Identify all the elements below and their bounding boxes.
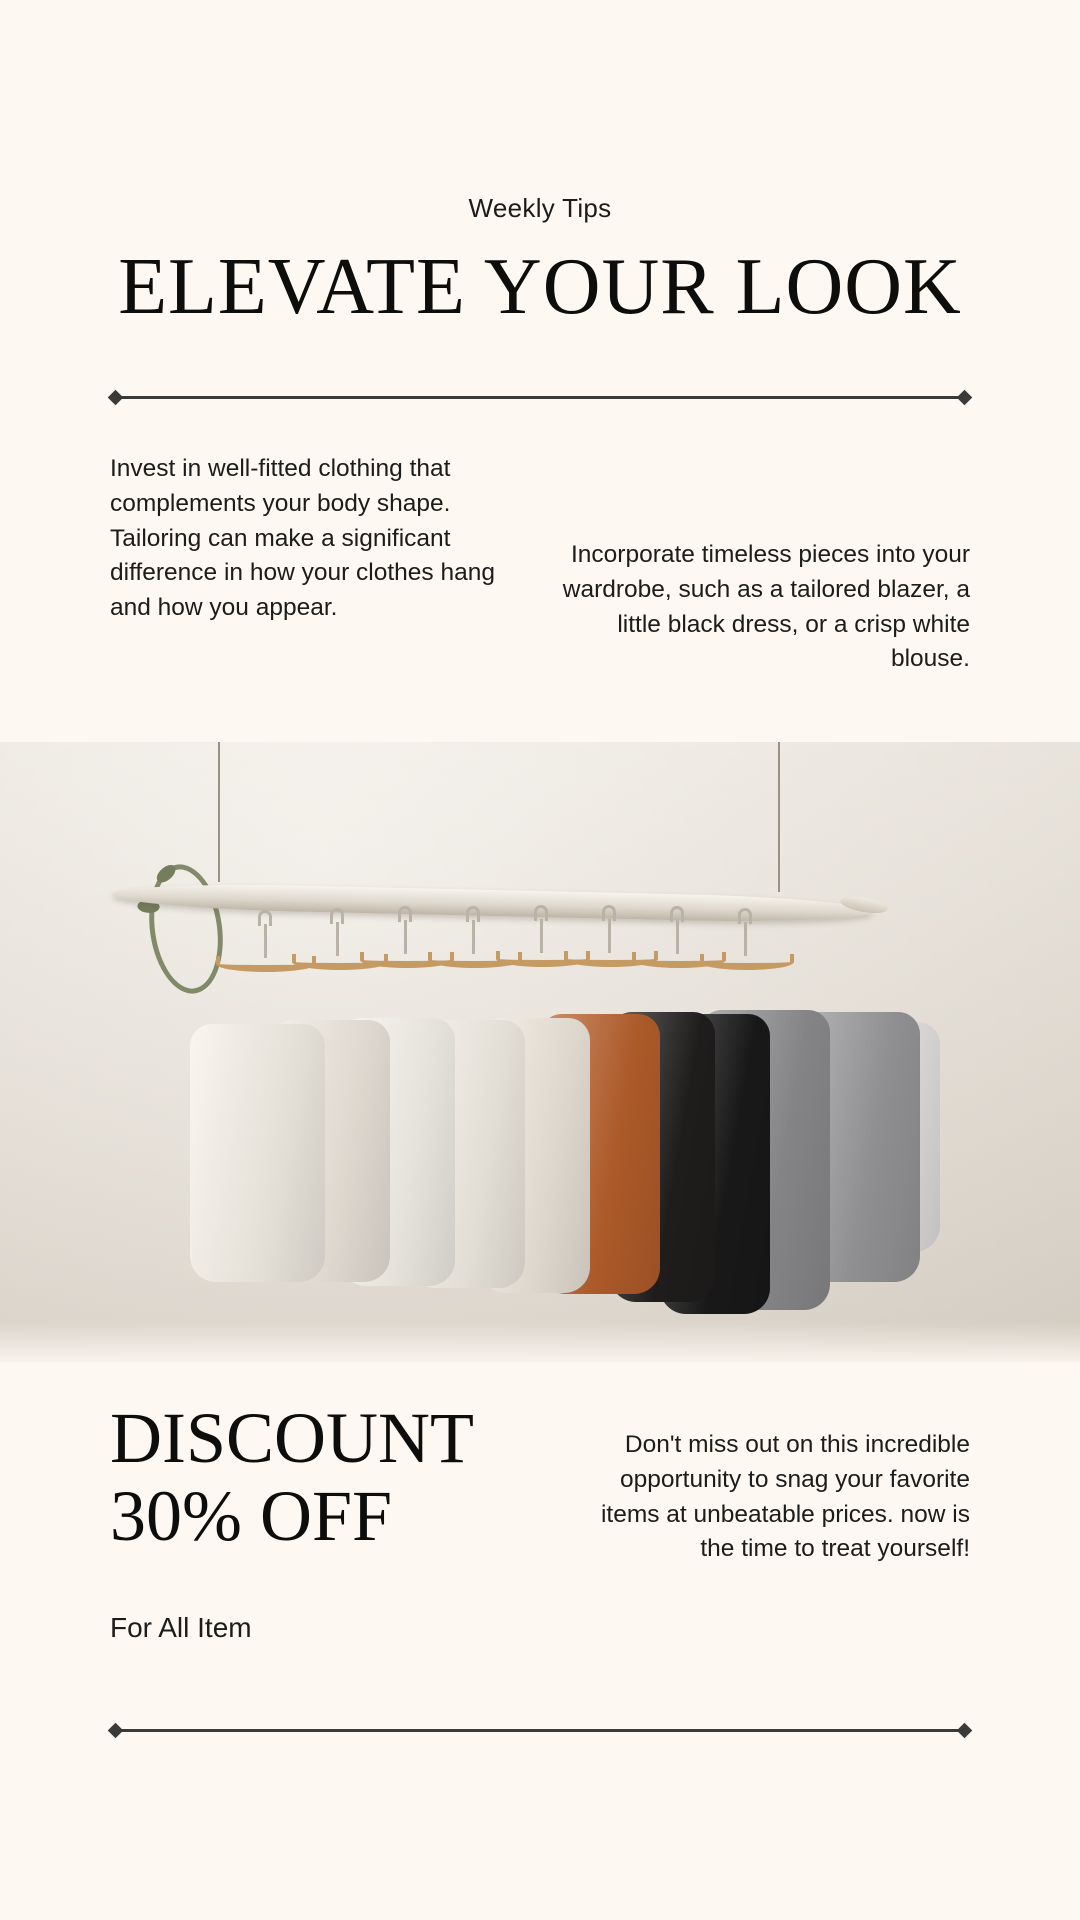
photo-bottom-fade [0, 1322, 1080, 1362]
hanger-stem [264, 924, 267, 958]
garment-rack [0, 902, 1080, 1362]
discount-heading [110, 1400, 540, 1556]
hanger-stem [744, 922, 747, 956]
hanger-stem [404, 920, 407, 954]
diamond-icon-right [957, 1723, 973, 1739]
divider-bottom [110, 1723, 970, 1737]
hanging-cord-right [778, 742, 780, 892]
hanger-stem [472, 920, 475, 954]
hanger-shoulder [700, 954, 794, 970]
promo-paragraph: Don't miss out on this incredible opportunity to snag your favorite items at unbeatable prices. now is the time to treat yourself! [600, 1431, 970, 1563]
divider-line [117, 396, 963, 399]
divider-top [110, 390, 970, 404]
garment-item [190, 1024, 325, 1282]
discount-subtitle: For All Item [110, 1612, 252, 1643]
divider-line [117, 1729, 963, 1732]
eyebrow-label: Weekly Tips [468, 193, 612, 223]
diamond-icon-right [957, 390, 973, 406]
hanger-stem [540, 919, 543, 953]
tip-paragraph-right: Incorporate timeless pieces into your wardrobe, such as a tailored blazer, a little black dress, or a crisp white blouse. [562, 541, 970, 673]
hanger-stem [676, 920, 679, 954]
discount-line-2: 30% OFF [110, 1475, 393, 1556]
page-title: ELEVATE YOUR LOOK [118, 243, 962, 331]
tip-paragraph-left: Invest in well-fitted clothing that complements your body shape. Tailoring can make a significant difference in how your clothes hang and how you appear. [110, 455, 495, 622]
clothing-rack-photo [0, 742, 1080, 1362]
hanger-stem [608, 919, 611, 953]
hanging-cord-left [218, 742, 220, 882]
hanger-stem [336, 922, 339, 956]
discount-line-1: DISCOUNT [110, 1398, 475, 1478]
